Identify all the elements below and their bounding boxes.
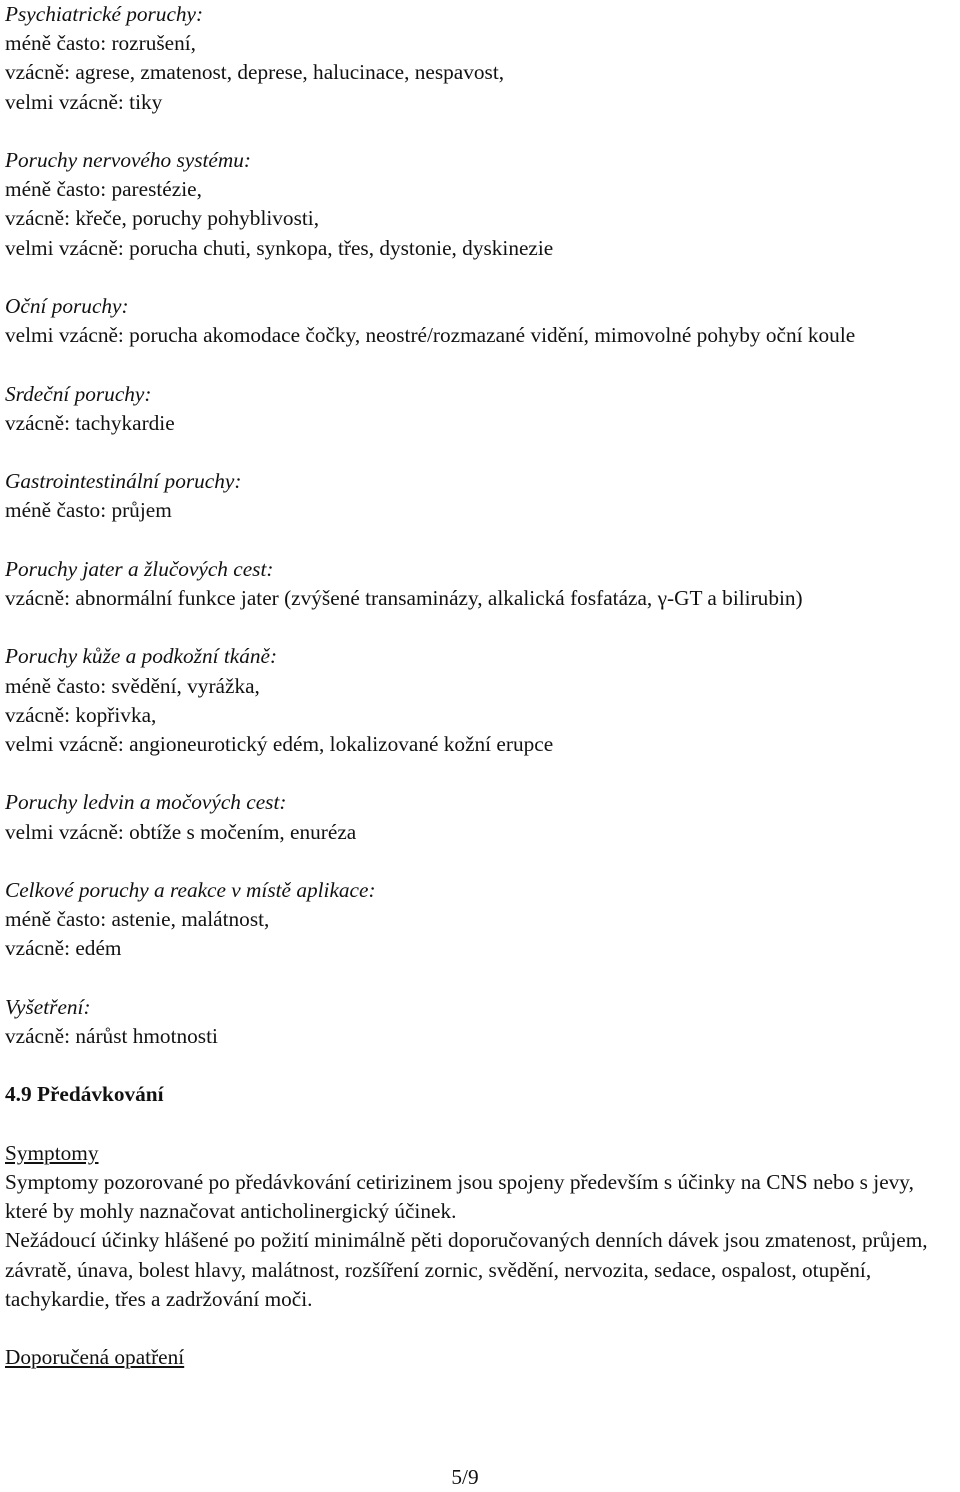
- section-heading: Poruchy nervového systému:: [5, 148, 252, 172]
- section-line: vzácně: abnormální funkce jater (zvýšené transaminázy, alkalická fosfatáza, γ-GT a bilirubin): [5, 585, 803, 610]
- section-gastrointestinal-disorders: [5, 467, 957, 525]
- section-heading: Poruchy ledvin a močových cest:: [5, 790, 287, 815]
- section-line: velmi vzácně: porucha chuti, synkopa, třes, dystonie, dyskinezie: [5, 235, 554, 260]
- section-line: velmi vzácně: obtíže s močením, enuréza: [5, 819, 357, 844]
- section-line: méně často: rozrušení,: [5, 31, 197, 56]
- section-line: vzácně: edém: [5, 936, 122, 961]
- section-cardiac-disorders: [5, 380, 957, 438]
- section-line: méně často: svědění, vyrážka,: [5, 673, 260, 698]
- section-heading: Oční poruchy:: [5, 294, 129, 318]
- section-line: vzácně: agrese, zmatenost, deprese, halucinace, nespavost,: [5, 60, 505, 85]
- section-heading: Gastrointestinální poruchy:: [5, 469, 242, 494]
- symptoms-paragraph-2: Nežádoucí účinky hlášené po požití minimálně pěti doporučovaných denních dávek jsou zmatenost, průjem, závratě, únava, bolest hlavy, malátnost, rozšíření zornic, svědění, nervozita, sedace, ospalost, otupění, tachykardie, třes a zadržování moči.: [5, 1228, 928, 1311]
- section-overdose: [5, 1080, 957, 1109]
- section-general-disorders: [5, 876, 957, 964]
- section-eye-disorders: [5, 292, 957, 350]
- section-line: méně často: astenie, malátnost,: [5, 907, 270, 932]
- section-line: vzácně: nárůst hmotnosti: [5, 1023, 218, 1048]
- section-heading: Srdeční poruchy:: [5, 381, 152, 406]
- section-line: méně často: parestézie,: [5, 177, 202, 202]
- section-heading: Vyšetření:: [5, 994, 91, 1019]
- section-psychiatric-disorders: [5, 0, 957, 117]
- section-hepatobiliary-disorders: [5, 555, 957, 613]
- section-line: velmi vzácně: porucha akomodace čočky, neostré/rozmazané vidění, mimovolné pohyby oční koule: [5, 323, 856, 348]
- section-investigations: [5, 993, 957, 1051]
- section-renal-disorders: [5, 788, 957, 846]
- section-heading: Poruchy jater a žlučových cest:: [5, 556, 274, 581]
- section-line: vzácně: křeče, poruchy pohyblivosti,: [5, 206, 320, 231]
- section-heading: Celkové poruchy a reakce v místě aplikace:: [5, 877, 376, 902]
- section-line: velmi vzácně: angioneurotický edém, lokalizované kožní erupce: [5, 731, 554, 756]
- section-heading: Poruchy kůže a podkožní tkáně:: [5, 644, 278, 669]
- symptoms-heading: Symptomy: [5, 1140, 99, 1165]
- section-line: velmi vzácně: tiky: [5, 89, 163, 114]
- symptoms-paragraph-1: Symptomy pozorované po předávkování cetirizinem jsou spojeny především s účinky na CNS nebo s jevy, které by mohly naznačovat anticholinergický účinek.: [5, 1169, 914, 1224]
- document-page: [5, 0, 957, 1372]
- section-skin-disorders: [5, 642, 957, 759]
- section-line: vzácně: kopřivka,: [5, 702, 157, 727]
- section-heading: Psychiatrické poruchy:: [5, 2, 204, 26]
- page-number: 5/9: [451, 1465, 479, 1489]
- section-line: méně často: průjem: [5, 498, 172, 523]
- section-line: vzácně: tachykardie: [5, 410, 175, 435]
- section-nervous-system-disorders: [5, 146, 957, 263]
- section-overdose-symptoms: [5, 1139, 957, 1314]
- overdose-title: 4.9 Předávkování: [5, 1082, 164, 1107]
- measures-heading: Doporučená opatření: [5, 1345, 185, 1370]
- section-recommended-measures: [5, 1343, 957, 1372]
